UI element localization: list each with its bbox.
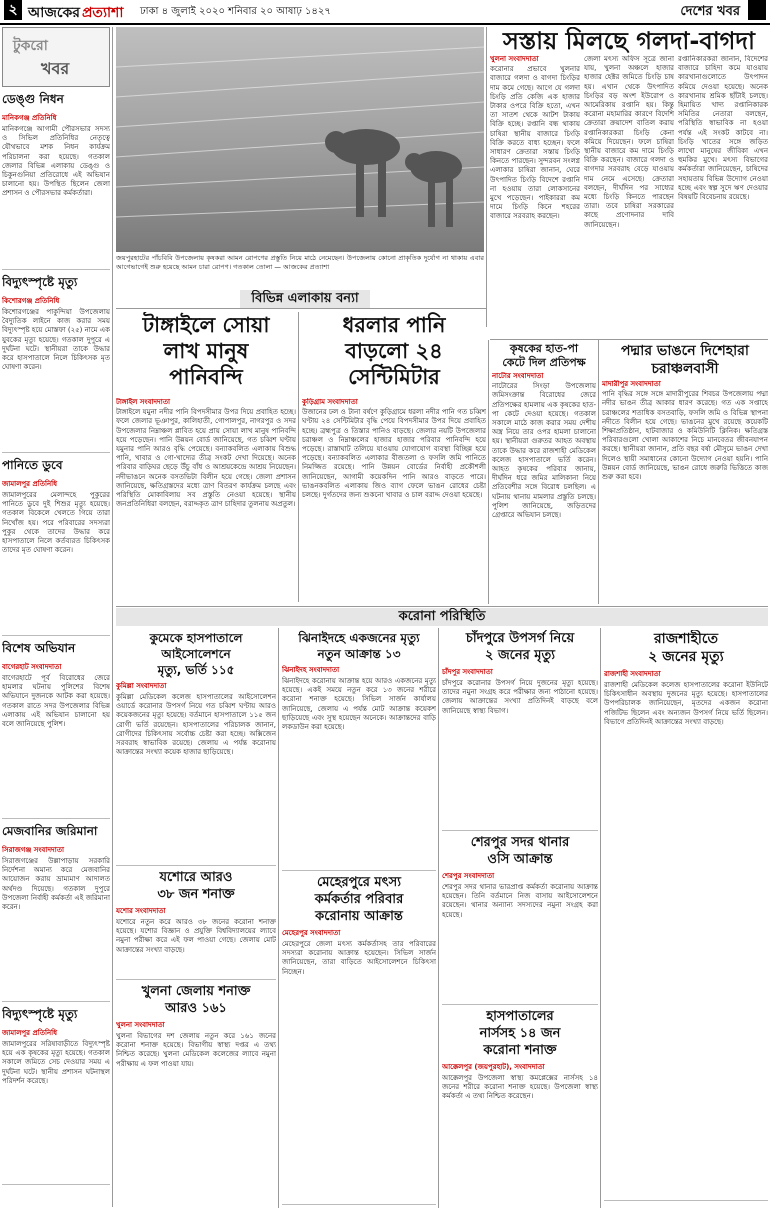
sidebar-item-text: মানিকগঞ্জে আগামী পৌরসভার সদস্য ও সিভিল প্রতিনিধির নেতৃত্বে যৌথভাবে মশক নিধন কার্যক্রম পরিচালনা করা হয়েছে। গতকাল জেলার বিভিন্ন এলাকায় ডেঙ্গু ও চিকুনগুনিয়া প্রতিরোধে এই অভিযান চালানো হয়। উপস্থিত ছিলেন জেলা প্রশাসন ও পৌরসভার কর্মকর্তারা। <box>2 125 110 198</box>
corona-headline: চাঁদপুরে উপসর্গ নিয়ে <box>465 631 575 646</box>
sidebar-item-text: কিশোরগঞ্জের পাকুন্দিয়া উপজেলায় বৈদ্যুতিক লাইনে কাজ করার সময় বিদ্যুৎস্পৃষ্ট হয়ে মোস্তফা (২৫) নামে এক যুবকের মৃত্যু হয়েছে। গতকাল দুপুরে এ দুর্ঘটনা ঘটে। স্থানীয়রা তাকে উদ্ধার করে হাসপাতালে নিলে চিকিৎসক মৃত ঘোষণা করেন। <box>2 308 110 372</box>
sidebar-item-byline: সিরাজগঞ্জ সংবাদদাতা <box>2 846 65 854</box>
padma-headline-a: পদ্মার ভাঙনে দিশেহারা <box>621 343 749 359</box>
sidebar-item-text: জামালপুরের সরিষাবাড়ীতে বিদ্যুৎস্পৃষ্ট হয়ে এক কৃষকের মৃত্যু হয়েছে। গতকাল সকালে জমিতে সেচ দেওয়ার সময় এ দুর্ঘটনা ঘটে। স্থানীয় প্রশাসন ঘটনাস্থল পরিদর্শন করেছে। <box>2 1040 110 1085</box>
corona-band: করোনা পরিস্থিতি <box>116 608 768 626</box>
corona-byline: রাজশাহী সংবাদদাতা <box>604 670 661 678</box>
corona-byline: আক্কেলপুর (জয়পুরহাট), সংবাদদাতা <box>442 1063 545 1071</box>
corona-text: খুলনা বিভাগের দশ জেলায় নতুন করে ১৬১ জনের করোনা শনাক্ত হয়েছে। বিভাগীয় স্বাস্থ্য দপ্তর এ তথ্য নিশ্চিত করেছে। খুলনা মেডিকেল কলেজের ল্যাবে নমুনা পরীক্ষায় এ ফল পাওয়া যায়। <box>116 1032 276 1068</box>
galda-col2: জেলা মৎস্য অফিস সূত্রে জানা যায়, খুলনা অঞ্চলে হাজার হাজার হেক্টর জমিতে চিংড়ি চাষ হয়। এখান থেকে উৎপাদিত চিংড়ির বড় অংশ ইউরোপ ও আমেরিকায় রপ্তানি হয়। কিন্তু করোনা মহামারির কারণে বিদেশি ক্রেতারা ক্রয়াদেশ বাতিল করায় রপ্তানিকারকরা চিংড়ি কেনা কমিয়ে দিয়েছেন। ফলে চাষিরা স্থানীয় বাজারে কম দামে চিংড়ি বিক্রি করছেন। বাজারে গলদা ও বাগদার সরবরাহ বেড়ে যাওয়ায় দাম নেমে এসেছে। ক্রেতারা বলছেন, দীর্ঘদিন পর সাধ্যের মধ্যে চিংড়ি কিনতে পারছেন তারা। তবে চাষিরা সরকারের কাছে প্রণোদনার দাবি জানিয়েছেন। <box>584 55 674 229</box>
paper-logo-a: আজকের <box>28 5 80 21</box>
corona-text: আক্কেলপুর উপজেলা স্বাস্থ্য কমপ্লেক্সের নার্সসহ ১৪ জনের শরীরে করোনা শনাক্ত হয়েছে। উপজেলা স্বাস্থ্য কর্মকর্তা এ তথ্য নিশ্চিত করেছেন। <box>442 1074 598 1101</box>
tangail-byline: টাঙ্গাইল সংবাদদাতা <box>116 398 171 406</box>
paper-logo-b: প্রত্যাশা <box>81 5 124 21</box>
corona-column-2 <box>282 630 436 1208</box>
corona-headline: হাসপাতালের <box>486 1009 554 1024</box>
corona-text: মেহেরপুরে জেলা মৎস্য কর্মকর্তাসহ তার পরিবারের সদস্যরা করোনায় আক্রান্ত হয়েছেন। সিভিল সার্জন জানিয়েছেন, তারা বাড়িতে আইসোলেশনে চিকিৎসা নিচ্ছেন। <box>282 940 436 976</box>
sidebar-item-byline: বাগেরহাট সংবাদদাতা <box>2 663 62 671</box>
farmer-byline: নাটোর সংবাদদাতা <box>492 372 544 380</box>
tukro-title: টুকরো <box>13 38 48 54</box>
sidebar-item-title: ডেঙ্গু নিধন <box>2 92 64 106</box>
corona-byline: কুমিল্লা সংবাদদাতা <box>116 682 167 690</box>
galda-headline: সস্তায় মিলছে গলদা-বাগদা <box>503 27 755 55</box>
corona-byline: শেরপুর সংবাদদাতা <box>442 872 495 880</box>
sidebar-item-title: বিদ্যুৎস্পৃষ্টে মৃত্যু <box>2 1007 78 1021</box>
farmer-headline-b: কেটে দিল প্রতিপক্ষ <box>502 356 586 369</box>
sidebar-item-byline: জামালপুর প্রতিনিধি <box>2 1029 58 1037</box>
tukro-khobor-box <box>2 27 110 87</box>
masthead <box>0 0 770 22</box>
section-rule <box>490 339 768 340</box>
padma-byline: মাদারীপুর সংবাদদাতা <box>602 380 661 388</box>
sidebar-item-title: বিদ্যুৎস্পৃষ্টে মৃত্যু <box>2 275 78 289</box>
dharla-headline-c: সেন্টিমিটার <box>348 365 440 389</box>
corona-headline: ২ জনের মৃত্যু <box>648 649 724 665</box>
section-marker <box>748 0 766 20</box>
corona-headline: মৃত্যু, ভর্তি ১১৫ <box>157 663 235 677</box>
dharla-headline-a: ধরলার পানি <box>342 313 446 337</box>
tangail-headline-c: পানিবন্দি <box>169 365 243 389</box>
corona-headline: নতুন আক্রান্ত ১৩ <box>317 647 401 661</box>
corona-headline: আরও ১৬১ <box>165 1001 227 1016</box>
khobor-title: খবর <box>41 59 70 78</box>
dharla-byline: কুড়িগ্রাম সংবাদদাতা <box>302 398 358 406</box>
flood-band: বিভিন্ন এলাকায় বন্যা <box>240 290 370 308</box>
corona-text: রাজশাহী মেডিকেল কলেজ হাসপাতালের করোনা ইউনিটে চিকিৎসাধীন অবস্থায় দুজনের মৃত্যু হয়েছে। হাসপাতালের উপপরিচালক জানিয়েছেন, মৃতদের একজন করোনা পজিটিভ ছিলেন এবং অন্যজন উপসর্গ নিয়ে ভর্তি ছিলেন। বিভাগে প্রতিদিনই আক্রান্তের সংখ্যা বাড়ছে। <box>604 681 768 726</box>
dharla-body <box>302 398 486 604</box>
corona-headline: ওসি আক্রান্ত <box>487 852 553 867</box>
col-rule <box>488 340 489 604</box>
paper-logo <box>28 1 123 22</box>
corona-headline: মেহেরপুরে মৎস্য <box>317 875 401 890</box>
masthead-rule <box>0 23 770 25</box>
corona-headline: রাজশাহীতে <box>653 631 719 647</box>
corona-byline: যশোর সংবাদদাতা <box>116 907 166 915</box>
corona-headline: করোনা শনাক্ত <box>483 1043 557 1058</box>
corona-text: কুমিল্লা মেডিকেল কলেজ হাসপাতালের আইসোলেশন ওয়ার্ডে করোনার উপসর্গ নিয়ে গত চব্বিশ ঘণ্টায় আরও কয়েকজনের মৃত্যু হয়েছে। বর্তমানে হাসপাতালে ১১৫ জন রোগী ভর্তি রয়েছেন। হাসপাতালের পরিচালক জানান, রোগীদের চিকিৎসায় সর্বোচ্চ চেষ্টা করা হচ্ছে। অক্সিজেন সরবরাহ স্বাভাবিক রয়েছে। জেলায় এ পর্যন্ত করোনায় আক্রান্তের সংখ্যা কয়েক হাজার ছাড়িয়েছে। <box>116 693 276 757</box>
rice-planting-photo <box>116 27 484 252</box>
tangail-text: টাঙ্গাইলে যমুনা নদীর পানি বিপদসীমার উপর দিয়ে প্রবাহিত হচ্ছে। ফলে জেলার ভূঞাপুর, কালিহাতী, গোপালপুর, নাগরপুর ও সদর উপজেলার নিম্নাঞ্চল প্লাবিত হয়ে প্রায় সোয়া লাখ মানুষ পানিবন্দি হয়ে পড়েছেন। পানি উন্নয়ন বোর্ড জানিয়েছে, গত চব্বিশ ঘণ্টায় যমুনার পানি আরও বৃদ্ধি পেয়েছে। বন্যাকবলিত এলাকায় বিশুদ্ধ পানি, খাবার ও গো-খাদ্যের তীব্র সংকট দেখা দিয়েছে। অনেক পরিবার বাড়িঘর ছেড়ে উঁচু বাঁধ ও আশ্রয়কেন্দ্রে আশ্রয় নিয়েছেন। নদীভাঙনে অনেক বসতভিটা বিলীন হয়ে গেছে। জেলা প্রশাসন জানিয়েছে, ক্ষতিগ্রস্তদের মধ্যে ত্রাণ বিতরণ কার্যক্রম চলছে এবং পরিস্থিতি মোকাবিলায় সব প্রস্তুতি নেওয়া হয়েছে। স্থানীয় জনপ্রতিনিধিরা বলছেন, বরাদ্দকৃত ত্রাণ চাহিদার তুলনায় অপ্রতুল। <box>116 408 296 509</box>
col-rule <box>598 340 599 604</box>
sidebar-item-byline: জামালপুর প্রতিনিধি <box>2 480 58 488</box>
padma-headline-b: চরাঞ্চলবাসী <box>651 361 719 377</box>
corona-article-sherpur <box>442 834 598 1005</box>
corona-headline: ২ জনের মৃত্যু <box>484 648 555 663</box>
sidebar-item-text: জামালপুরের মেলান্দহে পুকুরের পানিতে ডুবে দুই শিশুর মৃত্যু হয়েছে। গতকাল বিকেলে খেলতে গিয়ে তারা নিখোঁজ হয়। পরে পরিবারের সদস্যরা পুকুর থেকে তাদের উদ্ধার করে হাসপাতালে নিলে কর্তব্যরত চিকিৎসক তাদের মৃত ঘোষণা করেন। <box>2 491 110 555</box>
sidebar-item <box>2 1002 110 1185</box>
corona-headline: খুলনা জেলায় শনাক্ত <box>141 984 251 999</box>
corona-headline: ঝিনাইদহে একজনের মৃত্যু <box>298 631 420 645</box>
sidebar-item <box>2 453 110 636</box>
corona-column-4 <box>604 630 768 1208</box>
galda-byline: খুলনা সংবাদদাতা <box>490 55 539 63</box>
corona-text: শেরপুর সদর থানার ভারপ্রাপ্ত কর্মকর্তা করোনায় আক্রান্ত হয়েছেন। তিনি বর্তমানে নিজ বাসায় আইসোলেশনে রয়েছেন। থানার অন্যান্য সদস্যদের নমুনা সংগ্রহ করা হয়েছে। <box>442 883 598 919</box>
tangail-headline <box>116 312 296 392</box>
galda-col1-text: করোনার প্রভাবে খুলনার বাজারে গলদা ও বাগদা চিংড়ির দাম কমে গেছে। আগে যে গলদা চিংড়ি প্রতি কেজি এক হাজার টাকার ওপরে বিক্রি হতো, এখন তা সাতশ থেকে আটশ টাকায় বিক্রি হচ্ছে। রপ্তানি বন্ধ থাকায় চাষিরা স্থানীয় বাজারে চিংড়ি বিক্রি করতে বাধ্য হচ্ছেন। ফলে সাধারণ ক্রেতারা সস্তায় চিংড়ি কিনতে পারছেন। সুন্দরবন সংলগ্ন এলাকার চাষিরা জানান, ঘেরে উৎপাদিত চিংড়ি বিদেশে রপ্তানি না হওয়ায় তারা লোকসানের মুখে পড়েছেন। পাইকাররা কম দামে চিংড়ি কিনে শহরের বাজারে সরবরাহ করছেন। <box>490 65 580 221</box>
corona-headline: শেরপুর সদর থানার <box>470 835 570 850</box>
farmer-article <box>492 342 596 604</box>
sidebar-item <box>2 819 110 1002</box>
sidebar <box>2 27 110 1207</box>
corona-headline: ৩৮ জন শনাক্ত <box>157 887 235 902</box>
corona-article-jessore <box>116 869 276 980</box>
corona-text: ঝিনাইদহে করোনায় আক্রান্ত হয়ে আরও একজনের মৃত্যু হয়েছে। একই সময়ে নতুন করে ১৩ জনের শরীরে করোনা শনাক্ত হয়েছে। সিভিল সার্জন কার্যালয় জানিয়েছে, জেলায় এ পর্যন্ত মোট আক্রান্ত কয়েকশ ছাড়িয়েছে এবং সুস্থ হয়েছেন অনেকে। আক্রান্তদের বাড়ি লকডাউন করা হয়েছে। <box>282 677 436 732</box>
corona-headline: নার্সসহ ১৪ জন <box>479 1026 561 1041</box>
sidebar-item <box>2 87 110 270</box>
corona-headline: করোনায় আক্রান্ত <box>315 909 403 924</box>
farmer-headline-a: কৃষকের হাত-পা <box>509 342 579 355</box>
dharla-text: উজানের ঢল ও টানা বর্ষণে কুড়িগ্রামে ধরলা নদীর পানি গত চব্বিশ ঘণ্টায় ২৪ সেন্টিমিটার বৃদ্ধি পেয়ে বিপদসীমার উপর দিয়ে প্রবাহিত হচ্ছে। ব্রহ্মপুত্র ও তিস্তার পানিও বাড়ছে। জেলার নয়টি উপজেলার চরাঞ্চল ও নিম্নাঞ্চলের হাজার হাজার পরিবার পানিবন্দি হয়ে পড়েছে। রাস্তাঘাট তলিয়ে যাওয়ায় যোগাযোগ ব্যবস্থা বিচ্ছিন্ন হয়ে পড়েছে। বন্যাকবলিত এলাকার বীজতলা ও ফসলি জমি পানিতে নিমজ্জিত রয়েছে। পানি উন্নয়ন বোর্ডের নির্বাহী প্রকৌশলী জানিয়েছেন, আগামী কয়েকদিন পানি আরও বাড়তে পারে। ভাঙনকবলিত এলাকায় জিও ব্যাগ ফেলে ভাঙন রোধের চেষ্টা চলছে। দুর্গতদের জন্য শুকনো খাবার ও চাল বরাদ্দ দেওয়া হয়েছে। <box>302 408 486 500</box>
corona-text: চাঁদপুরে করোনার উপসর্গ নিয়ে দুজনের মৃত্যু হয়েছে। তাদের নমুনা সংগ্রহ করে পরীক্ষার জন্য পাঠানো হয়েছে। জেলায় আক্রান্তের সংখ্যা প্রতিদিনই বাড়ছে বলে জানিয়েছে স্বাস্থ্য বিভাগ। <box>442 679 598 715</box>
sidebar-item-byline: কিশোরগঞ্জ প্রতিনিধি <box>2 297 60 305</box>
corona-text: যশোরে নতুন করে আরও ৩৮ জনের করোনা শনাক্ত হয়েছে। যশোর বিজ্ঞান ও প্রযুক্তি বিশ্ববিদ্যালয়ের ল্যাবে নমুনা পরীক্ষা করে এই ফল পাওয়া গেছে। জেলায় মোট আক্রান্তের সংখ্যা বাড়ছে। <box>116 918 276 954</box>
col-rule <box>438 628 439 1208</box>
tangail-body <box>116 398 296 604</box>
corona-byline: ঝিনাইদহ সংবাদদাতা <box>282 666 340 674</box>
corona-headline: কুমেকে হাসপাতালে আইসোলেশনে <box>149 631 243 661</box>
padma-article <box>602 342 768 604</box>
col-rule <box>112 27 113 1207</box>
page-number: ২ <box>4 0 22 20</box>
tangail-headline-b: লাখ মানুষ <box>163 339 249 363</box>
col-rule <box>298 312 299 602</box>
padma-text: পানি বৃদ্ধির সঙ্গে সঙ্গে মাদারীপুরের শিবচর উপজেলায় পদ্মা নদীর ভাঙন তীব্র আকার ধারণ করেছে। গত এক সপ্তাহে চরাঞ্চলের শতাধিক বসতবাড়ি, ফসলি জমি ও বিভিন্ন স্থাপনা নদীতে বিলীন হয়ে গেছে। ভাঙনের মুখে রয়েছে কয়েকটি শিক্ষাপ্রতিষ্ঠান, হাটবাজার ও কমিউনিটি ক্লিনিক। ক্ষতিগ্রস্ত পরিবারগুলো খোলা আকাশের নিচে মানবেতর জীবনযাপন করছে। স্থানীয়রা জানান, প্রতি বছর বর্ষা মৌসুমে ভাঙন দেখা দিলেও স্থায়ী সমাধানের কোনো উদ্যোগ নেওয়া হয়নি। পানি উন্নয়ন বোর্ড জানিয়েছে, ভাঙন রোধে জরুরি ভিত্তিতে কাজ শুরু করা হবে। <box>602 390 768 482</box>
sidebar-item <box>2 636 110 819</box>
corona-byline: চাঁদপুর সংবাদদাতা <box>442 668 493 676</box>
corona-article-rajshahi <box>604 630 768 1201</box>
farmer-text: নাটোরের সিংড়া উপজেলায় জমিসংক্রান্ত বিরোধের জেরে প্রতিপক্ষের হামলায় এক কৃষকের হাত-পা কেটে দেওয়া হয়েছে। গতকাল সকালে মাঠে কাজ করার সময় দেশীয় অস্ত্র নিয়ে তার ওপর হামলা চালানো হয়। স্থানীয়রা গুরুতর আহত অবস্থায় তাকে উদ্ধার করে রাজশাহী মেডিকেল কলেজ হাসপাতালে ভর্তি করেন। আহত কৃষকের পরিবার জানায়, দীর্ঘদিন ধরে জমির মালিকানা নিয়ে প্রতিবেশীর সঙ্গে বিরোধ চলছিল। এ ঘটনায় থানায় মামলার প্রস্তুতি চলছে। পুলিশ জানিয়েছে, জড়িতদের গ্রেপ্তারে অভিযান চলছে। <box>492 382 596 520</box>
corona-article-kumilla <box>116 630 276 866</box>
galda-article <box>490 27 768 339</box>
corona-headline: কর্মকর্তার পরিবার <box>314 892 404 907</box>
galda-col3: রপ্তানিকারকরা জানান, বিদেশের বাজারে চাহিদা কমে যাওয়ায় কারখানাগুলোতে উৎপাদন কমিয়ে দেওয়া হয়েছে। অনেক কারখানায় শ্রমিক ছাঁটাই চলছে। হিমায়িত খাদ্য রপ্তানিকারক সমিতির নেতারা বলছেন, পরিস্থিতি স্বাভাবিক না হওয়া পর্যন্ত এই সংকট কাটবে না। চিংড়ি খাতের সঙ্গে জড়িত লাখো মানুষের জীবিকা এখন হুমকির মুখে। মৎস্য বিভাগের কর্মকর্তারা জানিয়েছেন, চাষিদের সহায়তায় বিভিন্ন উদ্যোগ নেওয়া হচ্ছে এবং স্বল্প সুদে ঋণ দেওয়ার বিষয়টি বিবেচনায় রয়েছে। <box>678 55 768 202</box>
photo-caption: জয়পুরহাটের পাঁচবিবি উপজেলায় কৃষকরা আমন রোপণের প্রস্তুতি নিয়ে মাঠে নেমেছেন। উপজেলায় কোনো প্রাকৃতিক দুর্যোগ না থাকায় এবার আগেভাগেই শুরু হয়েছে আমন চারা রোপণ। গতকাল তোলা — আজকের প্রত্যাশা <box>116 254 484 271</box>
sidebar-item-title: বিশেষ অভিযান <box>2 641 76 655</box>
sidebar-item-text: বাগেরহাটে পূর্ব বিরোধের জেরে হামলার ঘটনায় পুলিশের বিশেষ অভিযানে দুজনকে আটক করা হয়েছে। গতকাল রাতে সদর উপজেলার বিভিন্ন এলাকায় এই অভিযান চালানো হয় বলে জানিয়েছে পুলিশ। <box>2 674 110 729</box>
tangail-headline-a: টাঙ্গাইলে সোয়া <box>142 313 270 337</box>
corona-byline: খুলনা সংবাদদাতা <box>116 1021 165 1029</box>
dharla-headline-b: বাড়লো ২৪ <box>345 339 443 363</box>
corona-article-khulna <box>116 983 276 1208</box>
dateline: ঢাকা ৪ জুলাই ২০২০ শনিবার ২০ আষাঢ় ১৪২৭ <box>140 6 331 17</box>
corona-column-1 <box>116 630 276 1208</box>
corona-article-meherpur <box>282 874 436 1205</box>
col-rule <box>278 628 279 1208</box>
photo-illustration <box>116 27 484 252</box>
corona-rule <box>116 606 768 607</box>
corona-article-nurse <box>442 1008 598 1208</box>
dharla-headline <box>302 312 486 392</box>
sidebar-item-byline: মানিকগঞ্জ প্রতিনিধি <box>2 114 57 122</box>
corona-article-chandpur <box>442 630 598 831</box>
sidebar-list <box>2 87 110 1185</box>
col-rule <box>600 628 601 1208</box>
corona-column-3 <box>442 630 598 1208</box>
flood-rule <box>116 308 486 309</box>
sidebar-item-title: মেজবানির জরিমানা <box>2 824 98 838</box>
sidebar-item-text: সিরাজগঞ্জের উল্লাপাড়ায় সরকারি নির্দেশনা অমান্য করে মেজবানির আয়োজন করায় ভ্রাম্যমাণ আদালত অর্থদণ্ড দিয়েছে। গতকাল দুপুরে উপজেলা নির্বাহী কর্মকর্তা এই জরিমানা করেন। <box>2 857 110 912</box>
corona-byline: মেহেরপুর সংবাদদাতা <box>282 929 341 937</box>
corona-headline: যশোরে আরও <box>159 870 233 885</box>
sidebar-item <box>2 270 110 453</box>
galda-col1 <box>490 55 580 335</box>
sidebar-item-title: পানিতে ডুবে <box>2 458 63 472</box>
corona-article-jhenaidah <box>282 630 436 871</box>
col-rule <box>486 27 487 327</box>
section-title: দেশের খবর <box>680 4 740 19</box>
